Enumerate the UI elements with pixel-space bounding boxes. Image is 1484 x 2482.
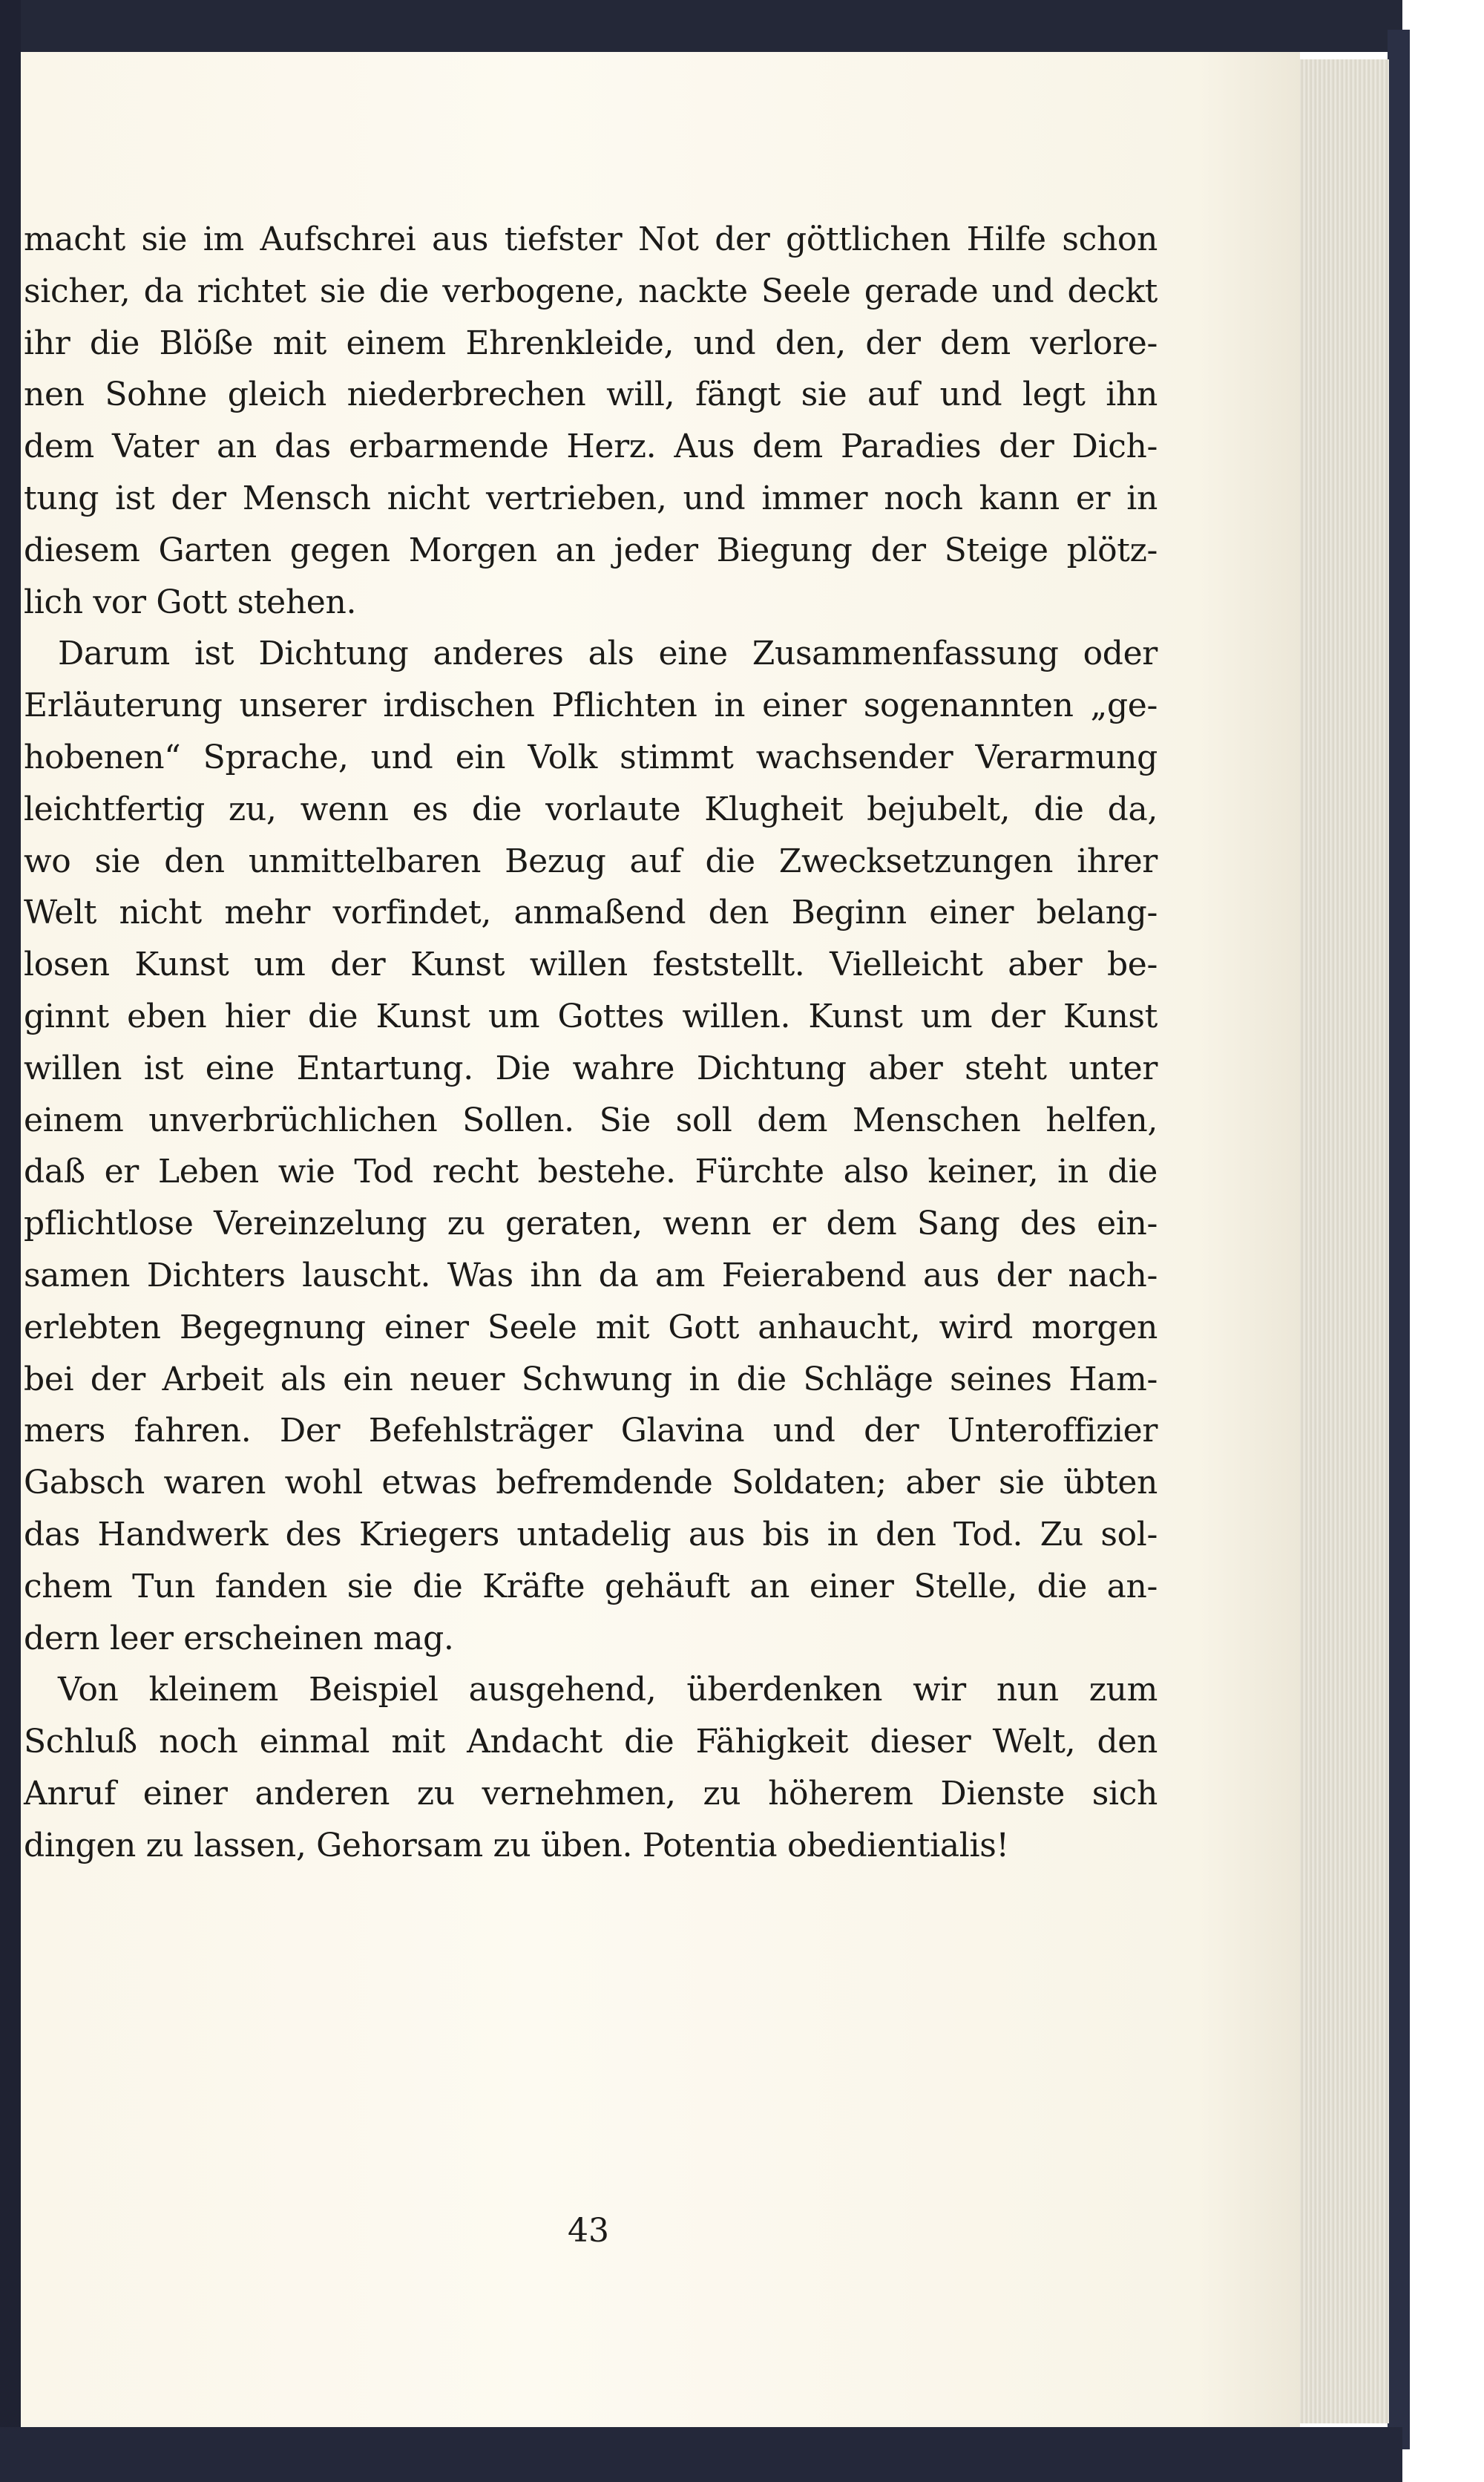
text-line: Erläuterung unserer irdischen Pflichten in einer sogenannten „ge- <box>24 687 1158 725</box>
text-line: mers fahren. Der Befehlsträger Glavina und der Unteroffizier <box>24 1412 1158 1450</box>
text-line: willen ist eine Entartung. Die wahre Dichtung aber steht unter <box>24 1049 1158 1087</box>
book-cover-left-edge <box>0 0 21 2482</box>
page-number: 43 <box>568 2212 609 2250</box>
text-line: leichtfertig zu, wenn es die vorlaute Klugheit bejubelt, die da, <box>24 790 1158 828</box>
text-line: tung ist der Mensch nicht vertrieben, und immer noch kann er in <box>24 479 1158 517</box>
text-line: hobenen“ Sprache, und ein Volk stimmt wachsender Verarmung <box>24 738 1158 776</box>
text-line: Anruf einer anderen zu vernehmen, zu höherem Dienste sich <box>24 1774 1158 1813</box>
text-line: einem unverbrüchlichen Sollen. Sie soll dem Menschen helfen, <box>24 1101 1158 1139</box>
text-line: samen Dichters lauscht. Was ihn da am Feierabend aus der nach- <box>24 1256 1158 1294</box>
text-line: chem Tun fanden sie die Kräfte gehäuft an einer Stelle, die an- <box>24 1567 1158 1605</box>
text-line: macht sie im Aufschrei aus tiefster Not der göttlichen Hilfe schon <box>24 220 1158 258</box>
text-line: Gabsch waren wohl etwas befremdende Soldaten; aber sie übten <box>24 1464 1158 1502</box>
book-page <box>21 52 1300 2427</box>
paragraph-3 <box>24 1664 1158 1871</box>
book-cover-bottom-edge <box>0 2427 1402 2482</box>
text-line: daß er Leben wie Tod recht bestehe. Fürchte also keiner, in die <box>24 1153 1158 1191</box>
text-line: nen Sohne gleich niederbrechen will, fängt sie auf und legt ihn <box>24 376 1158 414</box>
text-line: Schluß noch einmal mit Andacht die Fähigkeit dieser Welt, den <box>24 1723 1158 1761</box>
book-cover-right-edge <box>1388 30 1410 2449</box>
text-line: losen Kunst um der Kunst willen feststellt. Vielleicht aber be- <box>24 946 1158 984</box>
text-line: dem Vater an das erbarmende Herz. Aus dem Paradies der Dich- <box>24 428 1158 466</box>
text-line: wo sie den unmittelbaren Bezug auf die Zwecksetzungen ihrer <box>24 842 1158 880</box>
text-line: sicher, da richtet sie die verbogene, nackte Seele gerade und deckt <box>24 272 1158 310</box>
text-line: dern leer erscheinen mag. <box>24 1619 454 1657</box>
text-line: Welt nicht mehr vorfindet, anmaßend den Beginn einer belang- <box>24 894 1158 932</box>
text-line: Von kleinem Beispiel ausgehend, überdenken wir nun zum <box>58 1671 1158 1709</box>
text-line: Darum ist Dichtung anderes als eine Zusammenfassung oder <box>58 635 1158 673</box>
text-line: dingen zu lassen, Gehorsam zu üben. Potentia obedientialis! <box>24 1826 1009 1864</box>
text-line: bei der Arbeit als ein neuer Schwung in die Schläge seines Ham- <box>24 1360 1158 1398</box>
page-stack-edges <box>1300 59 1389 2423</box>
paragraph-1 <box>24 214 1158 628</box>
text-line: erlebten Begegnung einer Seele mit Gott anhaucht, wird morgen <box>24 1308 1158 1346</box>
text-line: lich vor Gott stehen. <box>24 583 357 621</box>
text-line: das Handwerk des Kriegers untadelig aus bis in den Tod. Zu sol- <box>24 1515 1158 1553</box>
text-line: ginnt eben hier die Kunst um Gottes willen. Kunst um der Kunst <box>24 997 1158 1035</box>
body-text <box>24 214 1158 1872</box>
text-line: pflichtlose Vereinzelung zu geraten, wenn er dem Sang des ein- <box>24 1205 1158 1243</box>
book-cover-top-edge <box>0 0 1402 52</box>
paragraph-2 <box>24 628 1158 1664</box>
text-line: diesem Garten gegen Morgen an jeder Biegung der Steige plötz- <box>24 531 1158 569</box>
text-line: ihr die Blöße mit einem Ehrenkleide, und den, der dem verlore- <box>24 324 1158 362</box>
